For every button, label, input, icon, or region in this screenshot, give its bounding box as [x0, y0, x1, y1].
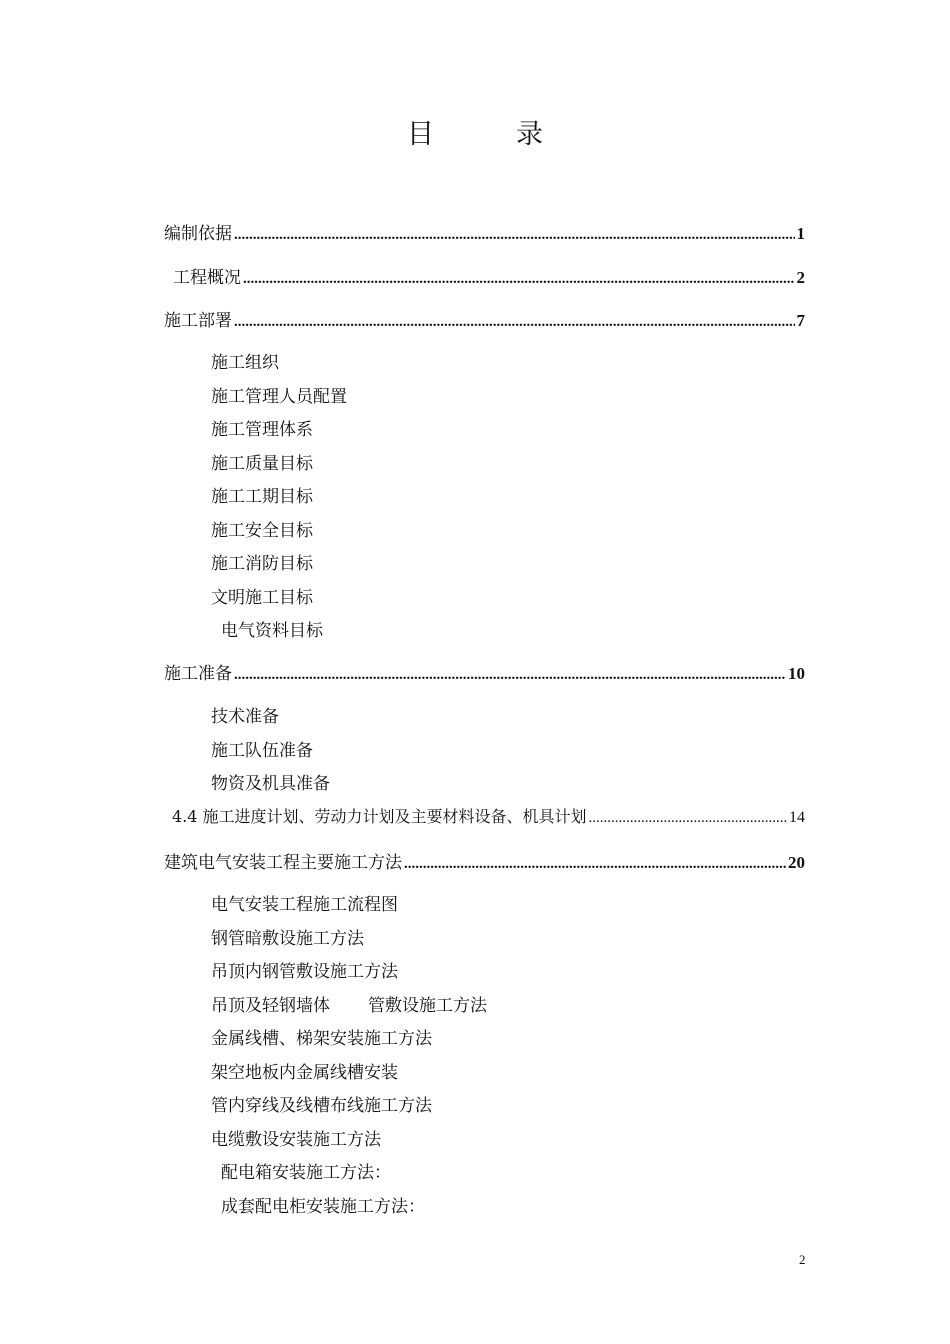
title-char-2: 录: [516, 119, 543, 150]
toc-subitem[interactable]: 管内穿线及线槽布线施工方法: [211, 1096, 432, 1116]
toc-entry-label: 建筑电气安装工程主要施工方法: [164, 853, 402, 873]
title-char-1: 目: [407, 119, 434, 150]
toc-entry-label: 编制依据: [164, 224, 232, 244]
toc-subitem[interactable]: 配电箱安装施工方法：: [221, 1163, 391, 1183]
toc-subitem[interactable]: 施工队伍准备: [211, 741, 313, 761]
toc-subitem[interactable]: 施工安全目标: [211, 521, 313, 541]
toc-entry-page: 14: [789, 809, 805, 826]
toc-subitem[interactable]: 成套配电柜安装施工方法：: [221, 1197, 425, 1217]
toc-subitem[interactable]: 技术准备: [211, 707, 279, 727]
toc-entry[interactable]: [164, 306, 805, 331]
dot-leader: [589, 810, 787, 827]
toc-entry-label: 施工部署: [164, 311, 232, 331]
toc-subitem[interactable]: 钢管暗敷设施工方法: [211, 929, 364, 949]
toc-subitem[interactable]: 电缆敷设安装施工方法: [211, 1130, 381, 1150]
toc-subitem[interactable]: 施工组织: [211, 353, 279, 373]
toc-subitem[interactable]: 施工工期目标: [211, 487, 313, 507]
dot-leader: [243, 271, 795, 288]
toc-entry-label: 4.4 施工进度计划、劳动力计划及主要材料设备、机具计划: [172, 807, 587, 826]
toc-subitem[interactable]: 施工质量目标: [211, 454, 313, 474]
toc-entry[interactable]: [172, 804, 805, 827]
toc-entry-label: 工程概况: [173, 268, 241, 288]
toc-subitem[interactable]: 架空地板内金属线槽安装: [211, 1063, 398, 1083]
toc-entry-page: 2: [796, 268, 805, 287]
toc-entry[interactable]: [164, 659, 805, 684]
toc-entry-page: 7: [796, 311, 805, 330]
toc-entry[interactable]: [164, 219, 805, 244]
toc-subitem[interactable]: 物资及机具准备: [211, 774, 330, 794]
toc-entry-page: 10: [788, 664, 805, 683]
toc-subitem-part: 管敷设施工方法: [368, 996, 487, 1016]
toc-entry-page: 1: [796, 224, 805, 243]
toc-subitem[interactable]: 施工管理人员配置: [211, 387, 347, 407]
dot-leader: [234, 227, 795, 244]
toc-subitem[interactable]: 文明施工目标: [211, 588, 313, 608]
toc-subitem[interactable]: 吊顶内钢管敷设施工方法: [211, 962, 398, 982]
toc-subitem[interactable]: [211, 991, 487, 1016]
toc-entry-label: 施工准备: [164, 664, 232, 684]
toc-entry[interactable]: [164, 848, 805, 873]
page-number: 2: [799, 1252, 806, 1267]
toc-subitem[interactable]: 金属线槽、梯架安装施工方法: [211, 1029, 432, 1049]
toc-entry[interactable]: [173, 263, 805, 288]
page-title: [0, 112, 950, 151]
toc-subitem[interactable]: 施工管理体系: [211, 420, 313, 440]
dot-leader: [234, 314, 795, 331]
toc-subitem[interactable]: 电气安装工程施工流程图: [211, 895, 398, 915]
dot-leader: [234, 667, 786, 684]
toc-subitem-part: 吊顶及轻钢墙体: [211, 996, 330, 1016]
toc-subitem[interactable]: 施工消防目标: [211, 554, 313, 574]
toc-entry-page: 20: [788, 853, 805, 872]
toc-subitem[interactable]: 电气资料目标: [221, 621, 323, 641]
dot-leader: [404, 856, 786, 873]
